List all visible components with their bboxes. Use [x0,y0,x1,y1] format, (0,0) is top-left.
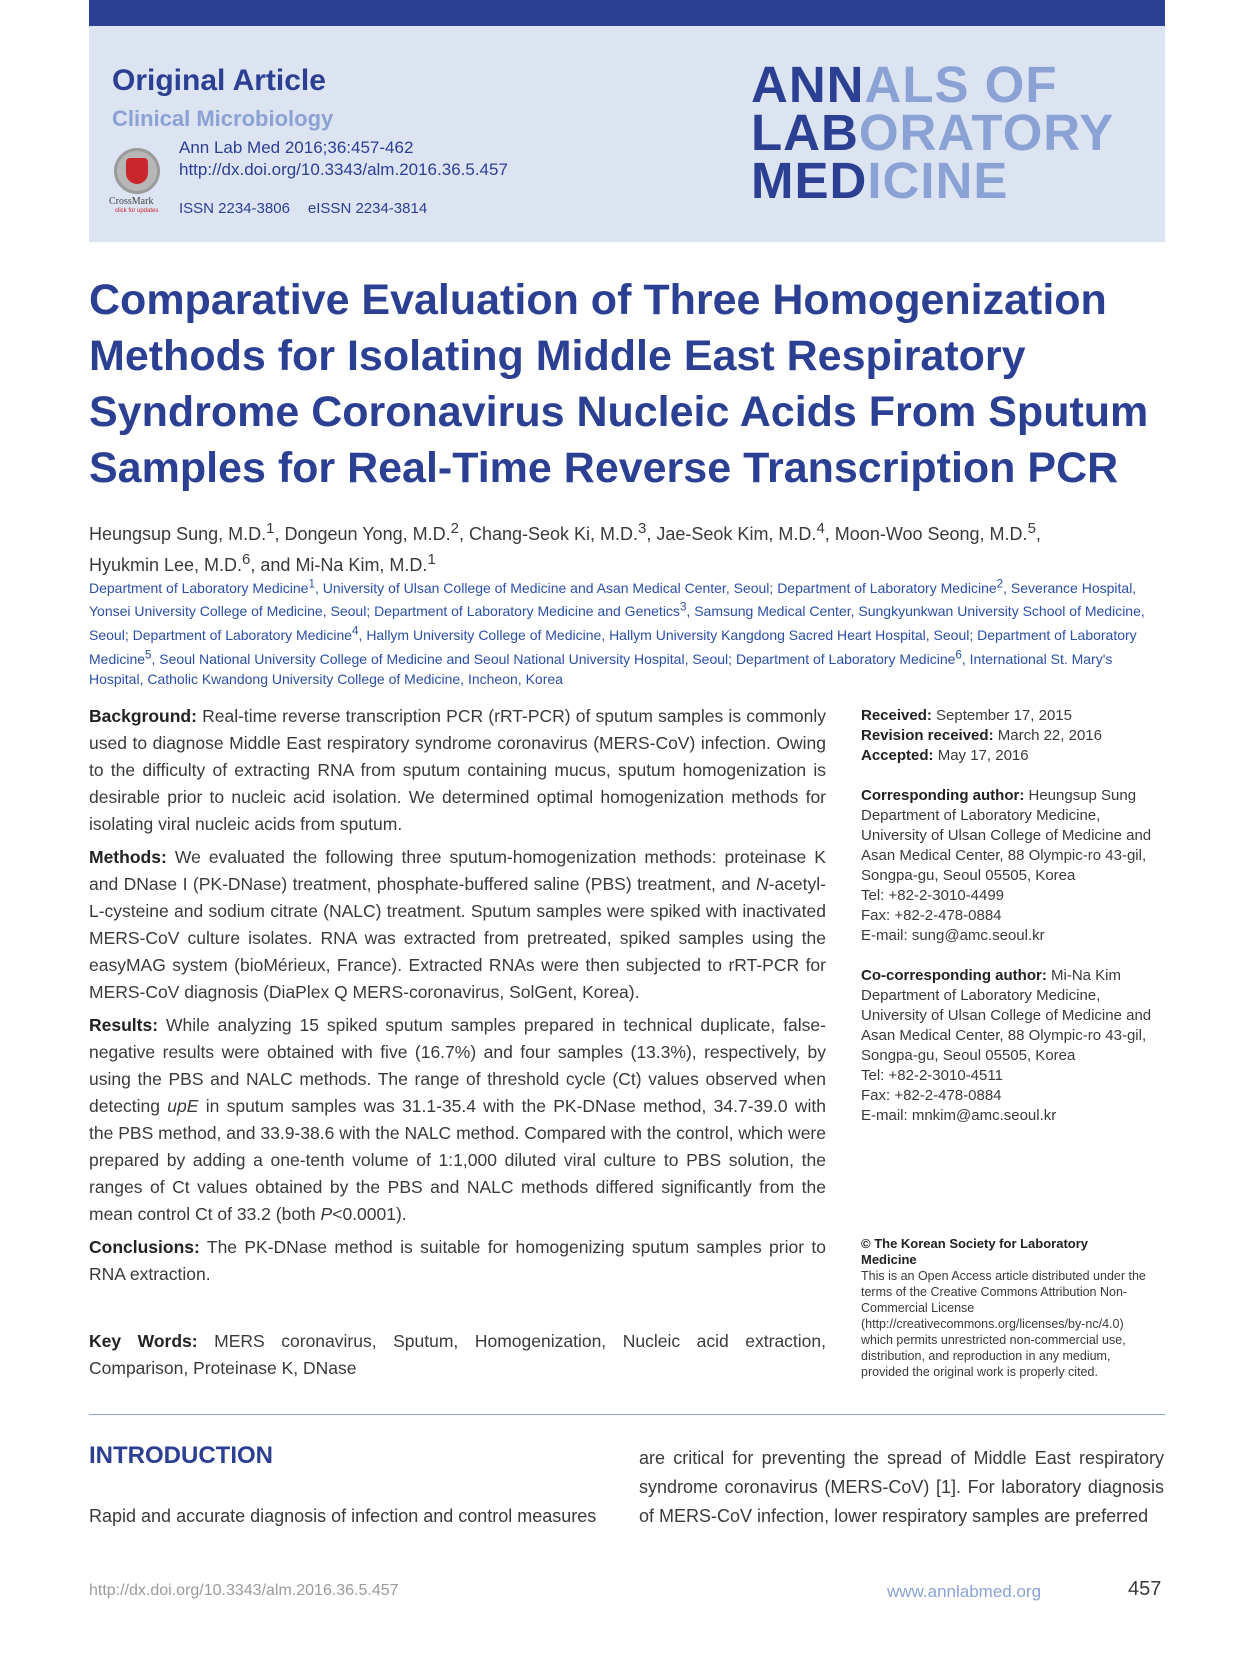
crossmark-label: CrossMark [109,196,154,207]
affiliation: Department of Laboratory Medicine and Genetics$^3$, Samsung Medical Center, Sungkyunkwan University School of Medicine, Seoul; [89,600,1145,643]
author-list: Heungsup Sung, M.D.$^1$, Dongeun Yong, M.D.$^2$, Chang-Seok Ki, M.D.$^3$, Jae-Seok Kim, M.D.$^4$, Moon-Woo Seong, M.D.$^5$, Hyukmin Lee, M.D.$^6$, and Mi-Na Kim, M.D.$^1$ [89,520,1041,575]
key-words: Key Words: MERS coronavirus, Sputum, Homogenization, Nucleic acid extraction, Comparison, Proteinase K, DNase [89,1331,826,1378]
author: Heungsup Sung, M.D.$^1$ [89,520,275,544]
corr-email[interactable]: E-mail: sung@amc.seoul.kr [861,927,1045,944]
affiliation: Department of Laboratory Medicine$^2$, Severance Hospital, Yonsei University College of Medicine, Seoul; [89,577,1137,620]
affiliation: Department of Laboratory Medicine$^5$, Seoul National University College of Medicine and Seoul National University Hospital, Seoul; [89,626,1137,667]
intro-right-column: are critical for preventing the spread of Middle East respiratory syndrome coronavirus (MERS-CoV) [1]. For laboratory diagnosis of MERS-CoV infection, lower respiratory samples are preferred [639,1448,1164,1526]
author: Jae-Seok Kim, M.D.$^4$ [656,520,825,544]
abstract-methods: Methods: We evaluated the following three sputum-homogenization methods: proteinase K and DNase I (PK-DNase) treatment, phosphate-buffered saline (PBS) treatment, and N-acetyl-L-cysteine and sodium citrate (NALC) treatment. Sputum samples were spiked with inactivated MERS-CoV culture isolates. RNA was extracted from pretreated, spiked samples using the easyMAG system (bioMérieux, France). Extracted RNAs were then subjected to rRT-PCR for MERS-CoV diagnosis (DiaPlex Q MERS-coronavirus, SolGent, Korea). [89,847,826,1002]
journal-logo: ANNALS OF LABORATORY MEDICINE [751,56,1115,209]
header-banner [89,26,1165,242]
abstract [89,703,826,1294]
article-type: Original Article [112,64,326,97]
co-corresponding-author: Co-corresponding author: Mi-Na Kim Department of Laboratory Medicine, University of Ulsan College of Medicine and Asan Medical Center, 88 Olympic-ro 43-gil, Songpa-gu, Seoul 05505, Korea Tel: +82-2-3010-4511 Fax: +82-2-478-0884 E-mail: mnkim@amc.seoul.kr [861,966,1166,1126]
revision-date: Revision received: March 22, 2016 [861,727,1102,744]
author: Dongeun Yong, M.D.$^2$ [284,520,459,544]
footer-website-link[interactable]: www.annlabmed.org [887,1582,1042,1601]
author: Moon-Woo Seong, M.D.$^5$ [834,520,1036,544]
intro-left-column: Rapid and accurate diagnosis of infection and control measures [89,1506,597,1526]
corresponding-author: Corresponding author: Heungsup Sung Department of Laboratory Medicine, University of Ulsan College of Medicine and Asan Medical Center, 88 Olympic-ro 43-gil, Songpa-gu, Seoul 05505, Korea Tel: +82-2-3010-4499 Fax: +82-2-478-0884 E-mail: sung@amc.seoul.kr [861,786,1166,946]
author: Chang-Seok Ki, M.D.$^3$ [468,520,647,544]
accepted-date: Accepted: May 17, 2016 [861,747,1029,764]
issn: ISSN 2234-3806 [179,200,290,217]
footer-doi-link[interactable]: http://dx.doi.org/10.3343/alm.2016.36.5.457 [89,1582,399,1599]
affiliation: Department of Laboratory Medicine$^6$, International St. Mary's Hospital, Catholic Kwandong University College of Medicine, Incheon, Korea [89,647,1113,687]
abstract-results: Results: While analyzing 15 spiked sputum samples prepared in technical duplicate, false-negative results were obtained with five (16.7%) and four samples (13.3%), respectively, by using the PBS and NALC methods. The range of threshold cycle (Ct) values observed when detecting upE in sputum samples was 31.1-35.4 with the PK-DNase method, 34.7-39.0 with the PBS method, and 33.9-38.6 with the NALC method. Compared with the control, which were prepared by adding a one-tenth volume of 1:1,000 diluted viral culture to PBS solution, the ranges of Ct values obtained by the PBS and NALC methods differed significantly from the mean control Ct of 33.2 (both P<0.0001). [89,1015,826,1224]
introduction-heading: INTRODUCTION [89,1442,273,1469]
issn-line [179,200,445,217]
dates-block [861,706,1166,766]
affiliation: Department of Laboratory Medicine$^1$, University of Ulsan College of Medicine and Asan Medical Center, Seoul; [89,577,774,596]
crossmark-icon[interactable] [114,148,160,194]
eissn: eISSN 2234-3814 [307,200,428,217]
abstract-background: Background: Real-time reverse transcription PCR (rRT-PCR) of sputum samples is commonly used to diagnose Middle East respiratory syndrome coronavirus (MERS-CoV) infection. Owing to the difficulty of extracting RNA from sputum containing mucus, sputum homogenization is desirable prior to nucleic acid isolation. We determined optimal homogenization methods for isolating viral nucleic acids from sputum. [89,706,826,834]
license-text: This is an Open Access article distributed under the terms of the Creative Commons Attribution Non-Commercial License (http://creativecommons.org/licenses/by-nc/4.0) which permits unrestricted non-commercial use, distribution, and reproduction in any medium, provided the original work is properly cited. [861,1269,1146,1379]
affiliation: Department of Laboratory Medicine$^4$, Hallym University College of Medicine, Hallym University Kangdong Sacred Heart Hospital, Seoul; [132,624,974,643]
citation: Ann Lab Med 2016;36:457-462 [179,138,414,157]
cocorr-email[interactable]: E-mail: mnkim@amc.seoul.kr [861,1107,1057,1124]
affiliations [89,574,1169,689]
section-divider [89,1414,1165,1415]
license-notice [861,1236,1146,1380]
abstract-conclusions: Conclusions: The PK-DNase method is suitable for homogenizing sputum samples prior to RNA extraction. [89,1237,826,1284]
crossmark-sublabel: click for updates [115,208,159,214]
header-doi-link[interactable]: http://dx.doi.org/10.3343/alm.2016.36.5.457 [179,160,508,179]
license-title: © The Korean Society for Laboratory Medicine [861,1236,1089,1267]
page-number: 457 [1128,1578,1162,1600]
top-color-bar [89,0,1165,26]
article-title: Comparative Evaluation of Three Homogenization Methods for Isolating Middle East Respiratory Syndrome Coronavirus Nucleic Acids From Sputum Samples for Real-Time Reverse Transcription PCR [89,276,1149,492]
author: Mi-Na Kim, M.D.$^1$ [295,551,436,575]
received-date: Received: September 17, 2015 [861,707,1072,724]
article-section: Clinical Microbiology [112,106,334,131]
author: Hyukmin Lee, M.D.$^6$ [89,551,251,575]
